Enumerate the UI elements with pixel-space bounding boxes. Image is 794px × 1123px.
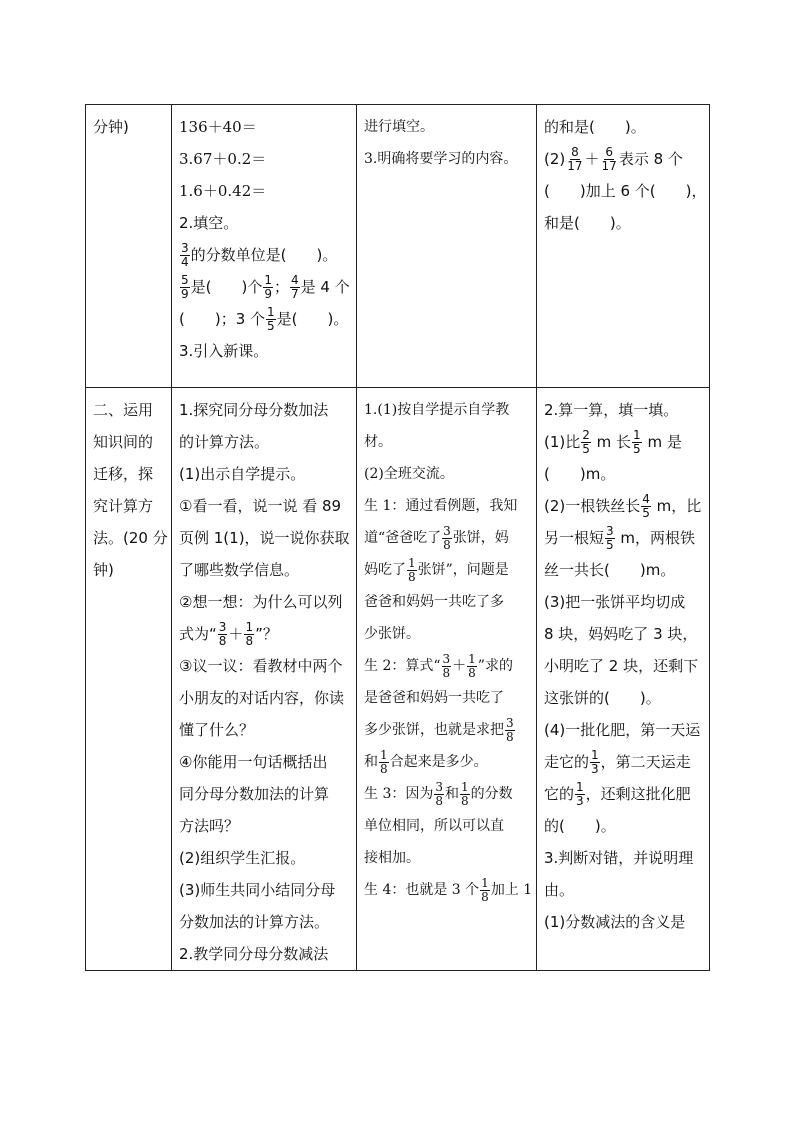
- formula-line: (2)一根铁丝长 $\frac{4}{5}$ m，比: [544, 492, 702, 520]
- fraction: $\frac{6}{17}$: [601, 145, 617, 173]
- text-line: 这张饼的( )。: [544, 689, 661, 707]
- fraction: $\frac{1}{3}$: [591, 748, 599, 776]
- stage-cell: [86, 105, 172, 388]
- text-line: 8 块，妈妈吃了 3 块，: [544, 625, 698, 643]
- text-line: 接相加。: [364, 850, 420, 866]
- text-line: 单位相同，所以可以直: [364, 818, 504, 834]
- fraction: $\frac{3}{5}$: [606, 524, 614, 552]
- text-line: 1.探究同分母分数加法: [179, 401, 329, 419]
- fraction: $\frac{1}{8}$: [380, 747, 388, 776]
- fraction: $\frac{3}{8}$: [435, 779, 443, 808]
- formula-line: 生 3：因为 $\frac{3}{8}$ 和 $\frac{1}{8}$ 的分数: [364, 779, 513, 808]
- text-line: 页例 1(1)，说一说你获取: [179, 529, 350, 547]
- fraction: $\frac{4}{7}$: [291, 273, 299, 301]
- calc-line: 3.67＋0.2＝: [179, 150, 267, 168]
- fraction: $\frac{2}{5}$: [582, 428, 590, 456]
- student-activity-cell: [357, 388, 537, 971]
- formula-line: 生 2：算式“ $\frac{3}{8}$ ＋ $\frac{1}{8}$ ”求的: [364, 651, 513, 680]
- stage-text: 法。(20 分: [93, 529, 168, 547]
- task-heading: 2.算一算，填一填。: [544, 401, 679, 419]
- text-line: ( )加上 6 个( )，: [544, 182, 707, 200]
- stage-text: 钟): [93, 561, 114, 579]
- formula-line: 它的 $\frac{1}{3}$ ，还剩这批化肥: [544, 780, 691, 808]
- text-line: 分数加法的计算方法。: [179, 913, 330, 931]
- fraction: $\frac{4}{5}$: [642, 492, 650, 520]
- text-line: (1)分数减法的含义是: [544, 913, 686, 931]
- fraction: $\frac{1}{8}$: [468, 651, 476, 680]
- text-line: 同分母分数加法的计算: [179, 785, 330, 803]
- fraction: $\frac{1}{8}$: [461, 779, 469, 808]
- text-line: 3.判断对错，并说明理: [544, 849, 694, 867]
- text-line: 小明吃了 2 块，还剩下: [544, 657, 699, 675]
- text-line: 小朋友的对话内容，你读: [179, 689, 345, 707]
- table-row: [86, 105, 710, 388]
- text-line: 由。: [544, 881, 575, 899]
- text-line: 丝一共长( )m。: [544, 561, 676, 579]
- fill-blank-line: $\frac{3}{4}$ 的分数单位是( )。: [181, 241, 338, 269]
- text-line: 的( )。: [544, 817, 616, 835]
- text-line: 2.教学同分母分数减法: [179, 945, 329, 963]
- fraction: $\frac{1}{8}$: [408, 555, 416, 584]
- fraction: $\frac{1}{9}$: [264, 273, 272, 301]
- formula-line: 生 4：也就是 3 个 $\frac{1}{8}$ 加上 1: [364, 875, 533, 904]
- text-line: ④你能用一句话概括出: [179, 753, 328, 771]
- text-line: 3.明确将要学习的内容。: [364, 151, 518, 167]
- table-row: [86, 388, 710, 971]
- formula-line: 道“爸爸吃了 $\frac{3}{8}$ 张饼，妈: [364, 523, 509, 552]
- lesson-plan-table: [85, 104, 710, 971]
- text-line: 的和是( )。: [544, 118, 646, 136]
- text-line: 1.(1)按自学提示自学教: [364, 402, 510, 418]
- text-line: ①看一看，说一说 看 89: [179, 497, 342, 515]
- fraction: $\frac{1}{8}$: [481, 875, 489, 904]
- fill-blank-line: $\frac{5}{9}$ 是( )个 $\frac{1}{9}$ ； $\frac{4}{7}$ 是 4 个: [181, 273, 350, 301]
- text-line: 方法吗？: [179, 817, 240, 835]
- fraction: $\frac{1}{8}$: [245, 620, 254, 648]
- stage-text: 分钟): [93, 118, 129, 136]
- fraction: $\frac{1}{3}$: [576, 780, 584, 808]
- calc-line: 136＋40＝: [179, 118, 257, 136]
- text-line: 的计算方法。: [179, 433, 270, 451]
- practice-cell: [537, 105, 710, 388]
- task-heading: 3.引入新课。: [179, 342, 269, 360]
- fill-blank-line: (2) $\frac{8}{17}$ ＋ $\frac{6}{17}$ 表示 8 个: [544, 145, 683, 173]
- teacher-activity-cell: [172, 105, 357, 388]
- calc-line: 1.6＋0.42＝: [179, 182, 267, 200]
- formula-line: 另一根短 $\frac{3}{5}$ m，两根铁: [544, 524, 696, 552]
- task-heading: 2.填空。: [179, 214, 239, 232]
- stage-cell: [86, 388, 172, 971]
- text-line: ③议一议：看教材中两个: [179, 657, 343, 675]
- text-line: (2)组织学生汇报。: [179, 849, 306, 867]
- fraction: $\frac{5}{9}$: [181, 273, 189, 301]
- text-line: 少张饼。: [364, 626, 420, 642]
- formula-line: 妈吃了 $\frac{1}{8}$ 张饼”，问题是: [364, 555, 509, 584]
- text-line: ( )m。: [544, 465, 616, 483]
- fraction: $\frac{3}{8}$: [506, 715, 514, 744]
- formula-line: 和 $\frac{1}{8}$ 合起来是多少。: [364, 747, 488, 776]
- text-line: 是爸爸和妈妈一共吃了: [364, 690, 504, 706]
- text-line: (4)一批化肥，第一天运: [544, 721, 701, 739]
- fraction: $\frac{1}{5}$: [633, 428, 641, 456]
- fraction: $\frac{3}{8}$: [442, 651, 451, 680]
- formula-line: 式为“ $\frac{3}{8}$ ＋ $\frac{1}{8}$ ”？: [179, 620, 278, 648]
- formula-line: 走它的 $\frac{1}{3}$ ，第二天运走: [544, 748, 691, 776]
- text-line: 材。: [364, 434, 392, 450]
- stage-text: 迁移，探: [93, 465, 154, 483]
- text-line: 生 1：通过看例题，我知: [364, 498, 518, 514]
- text-line: ②想一想：为什么可以列: [179, 593, 343, 611]
- text-line: 了哪些数学信息。: [179, 561, 300, 579]
- text-line: (2)全班交流。: [364, 466, 454, 482]
- text-line: (1)出示自学提示。: [179, 465, 306, 483]
- practice-cell: [537, 388, 710, 971]
- formula-line: 多少张饼，也就是求把 $\frac{3}{8}$: [364, 715, 514, 744]
- fraction: $\frac{1}{5}$: [267, 305, 275, 333]
- fraction: $\frac{3}{8}$: [218, 620, 227, 648]
- fraction: $\frac{8}{17}$: [567, 145, 583, 173]
- text-line: (3)师生共同小结同分母: [179, 881, 336, 899]
- stage-text: 究计算方: [93, 497, 154, 515]
- formula-line: (1)比 $\frac{2}{5}$ m 长 $\frac{1}{5}$ m 是: [544, 428, 682, 456]
- fraction: $\frac{3}{8}$: [443, 523, 451, 552]
- fill-blank-line: ( )；3 个 $\frac{1}{5}$ 是( )。: [179, 305, 349, 333]
- stage-text: 知识间的: [93, 433, 154, 451]
- text-line: 进行填空。: [364, 119, 434, 135]
- teacher-activity-cell: [172, 388, 357, 971]
- student-activity-cell: [357, 105, 537, 388]
- text-line: 懂了什么？: [179, 721, 255, 739]
- fraction: $\frac{3}{4}$: [181, 241, 189, 269]
- text-line: 爸爸和妈妈一共吃了多: [364, 594, 504, 610]
- text-line: (3)把一张饼平均切成: [544, 593, 686, 611]
- text-line: 和是( )。: [544, 214, 631, 232]
- stage-text: 二、运用: [93, 401, 154, 419]
